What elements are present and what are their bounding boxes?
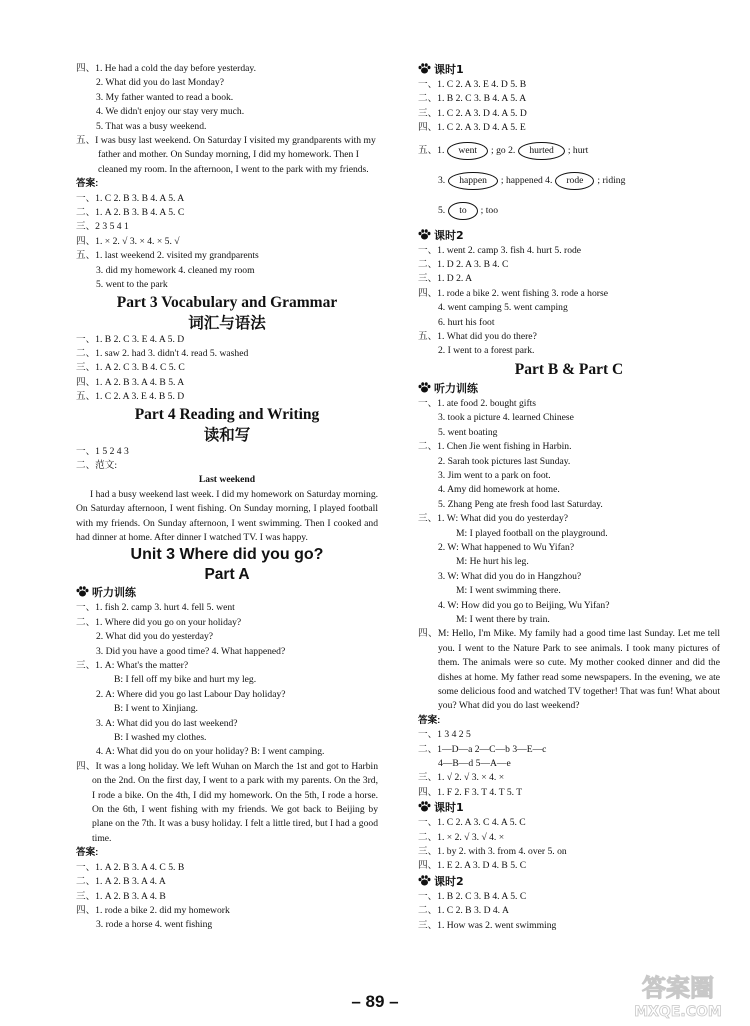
answer-line: 一、1. went 2. camp 3. fish 4. hurt 5. rode [418, 244, 582, 256]
correction-row [418, 198, 720, 224]
answer-line: B: I went to Xinjiang. [114, 703, 198, 715]
essay-title: Last weekend [198, 474, 256, 486]
answer-line: 2. A: Where did you go last Labour Day holiday? [96, 688, 286, 700]
answer-line: 二、1. × 2. √ 3. √ 4. × [418, 831, 505, 843]
text-fragment: 3. [438, 174, 446, 186]
answer-line: 四、1. A 2. B 3. A 4. B 5. A [76, 376, 185, 388]
answer-line: 二、1. C 2. B 3. D 4. A [418, 905, 509, 917]
paw-icon [418, 63, 431, 74]
answer-line: 3. did my homework 4. cleaned my room [96, 264, 255, 276]
text-fragment: ; go 2. [491, 144, 516, 156]
answer-line: 一、1. B 2. C 3. E 4. A 5. D [76, 333, 185, 345]
text-fragment: ; riding [597, 174, 626, 186]
correction-row [418, 168, 720, 194]
lesson-label: 课时2 [434, 228, 464, 242]
text-fragment: ; happened 4. [500, 174, 553, 186]
lesson-heading [418, 874, 720, 890]
left-column [76, 62, 378, 933]
answer-label: 答案: [76, 847, 99, 859]
part-a-heading: Part A [204, 566, 250, 584]
answer-line: 二、1—D—a 2—C—b 3—E—c [418, 743, 547, 755]
answer-line: 5. went boating [438, 426, 498, 438]
answer-line: M: I went swimming there. [456, 585, 561, 597]
answer-line: 4. went camping 5. went camping [438, 302, 568, 314]
answer-line: 一、1. fish 2. camp 3. hurt 4. fell 5. went [76, 602, 235, 614]
watermark-url: MXQE.COM [634, 1004, 722, 1020]
lesson-heading [418, 62, 720, 78]
section-label: 听力训练 [434, 381, 478, 395]
answer-line: 3. A: What did you do last weekend? [96, 717, 238, 729]
right-column [418, 62, 720, 933]
answer-line: 二、1. D 2. A 3. B 4. C [418, 259, 509, 271]
text-line: 四、1. He had a cold the day before yesterday. [76, 63, 256, 74]
lesson-label: 课时1 [434, 801, 464, 815]
paw-icon [76, 586, 89, 597]
text-line: 5. That was a busy weekend. [96, 120, 207, 132]
circled-word: went [447, 142, 488, 160]
part-heading-cn: 读和写 [203, 425, 251, 444]
answer-line: 3. Did you have a good time? 4. What happened? [96, 645, 286, 657]
paragraph: 四、It was a long holiday. We left Wuhan on March the 1st and got to Harbin on the 2nd. On the first day, I went to a park with my parents. On the 3rd, I rode a bike. On the 4th, I did my homework. On the 5th, I rode a horse. On the 6th, I went fishing with my friends. We got back to Beijing by plane on the 7th. It was a busy holiday. I felt a little tired, but I had a good time. [76, 760, 378, 844]
answer-line: 6. hurt his foot [438, 316, 495, 328]
paw-icon [418, 801, 431, 812]
answer-line: 三、1. How was 2. went swimming [418, 919, 557, 931]
watermark-logo [611, 970, 745, 1020]
answer-line: 二、1. Chen Jie went fishing in Harbin. [418, 441, 572, 453]
paw-icon [418, 229, 431, 240]
page-number: – 89 – [351, 992, 399, 1011]
answer-line: 四、1. F 2. F 3. T 4. T 5. T [418, 786, 523, 798]
answer-line: 二、1. Where did you go on your holiday? [76, 616, 242, 628]
paragraph: 五、I was busy last weekend. On Saturday I visited my grandparents with my father and mother. On Sunday morning, I did my homework. Then I cleaned my room. In the afternoon, I went to the park with my friends. [76, 135, 376, 175]
paw-icon [418, 382, 431, 393]
text-fragment: ; hurt [567, 144, 589, 156]
circled-word: rode [555, 172, 594, 190]
section-heading [76, 585, 378, 601]
answer-line: 三、1. by 2. with 3. from 4. over 5. on [418, 846, 567, 858]
answer-line: 4—B—d 5—A—e [438, 758, 511, 770]
answer-line: 三、1. A: What's the matter? [76, 660, 189, 671]
answer-line: 3. rode a horse 4. went fishing [96, 919, 213, 931]
answer-line: M: I played football on the playground. [456, 527, 608, 539]
answer-line: 一、1. C 2. A 3. E 4. D 5. B [418, 79, 527, 90]
answer-line: 三、1. W: What did you do yesterday? [418, 513, 569, 525]
answer-line: 二、1. A 2. B 3. B 4. A 5. C [76, 207, 185, 219]
answer-line: 3. Jim went to a park on foot. [438, 469, 551, 481]
answer-line: 一、1 3 4 2 5 [418, 729, 471, 741]
answer-line: B: I fell off my bike and hurt my leg. [114, 674, 257, 686]
answer-line: 二、1. B 2. C 3. B 4. A 5. A [418, 93, 527, 105]
text-fragment: ; too [480, 204, 498, 216]
text-fragment: 五、1. [418, 144, 445, 156]
answer-line: 5. Zhang Peng ate fresh food last Saturday. [438, 498, 603, 510]
text-fragment: 5. [438, 204, 446, 216]
section-heading [418, 381, 720, 397]
answer-line: 二、范文: [76, 459, 118, 471]
answer-line: 2. What did you do yesterday? [96, 631, 214, 643]
circled-word: hurted [518, 142, 565, 160]
answer-line: 四、1. C 2. A 3. D 4. A 5. E [418, 122, 526, 134]
part-bc-heading: Part B & Part C [514, 360, 624, 378]
answer-line: 四、1. E 2. A 3. D 4. B 5. C [418, 860, 527, 872]
paw-icon [418, 875, 431, 886]
circled-word: happen [448, 172, 498, 190]
answer-line: 2. I went to a forest park. [438, 345, 535, 357]
answer-line: 三、1. A 2. C 3. B 4. C 5. C [76, 362, 185, 374]
part-heading: Part 3 Vocabulary and Grammar [116, 293, 338, 311]
section-label: 听力训练 [92, 586, 136, 600]
text-line: 2. What did you do last Monday? [96, 77, 224, 89]
answer-line: 五、1. What did you do there? [418, 331, 537, 343]
text-line: 3. My father wanted to read a book. [96, 91, 234, 103]
answer-line: 四、1. × 2. √ 3. × 4. × 5. √ [76, 235, 180, 247]
paragraph: 四、M: Hello, I'm Mike. My family had a good time last Sunday. Let me tell you. I went to the Nature Park to see animals. I took many pictures of them. The animals were so cute. My mother cooked dinner and did the dishes at home. My father read some newspapers. In the evening, we ate some delicious food and watched TV together! That was fun! What about you? What did you do last weekend? [418, 628, 720, 712]
answer-line: 三、1. A 2. B 3. A 4. B [76, 890, 166, 902]
answer-line: B: I washed my clothes. [114, 732, 207, 744]
part-heading: Part 4 Reading and Writing [134, 405, 320, 423]
text-line: 4. We didn't enjoy our stay very much. [96, 106, 245, 118]
lesson-label: 课时2 [434, 874, 464, 888]
answer-line: 4. A: What did you do on your holiday? B: I went camping. [96, 746, 325, 758]
answer-line: 一、1. C 2. A 3. C 4. A 5. C [418, 817, 526, 829]
answer-label: 答案: [418, 714, 441, 726]
answer-line: 四、1. rode a bike 2. went fishing 3. rode a horse [418, 287, 608, 299]
answer-line: 三、2 3 5 4 1 [76, 221, 129, 233]
lesson-heading [418, 800, 720, 816]
answer-line: 三、1. √ 2. √ 3. × 4. × [418, 772, 505, 784]
lesson-label: 课时1 [434, 63, 464, 76]
unit-heading: Unit 3 Where did you go? [130, 546, 324, 564]
answer-line: 五、1. C 2. A 3. E 4. B 5. D [76, 391, 185, 403]
answer-line: 一、1. A 2. B 3. A 4. C 5. B [76, 861, 185, 873]
answer-line: 4. W: How did you go to Beijing, Wu Yifan? [438, 599, 610, 611]
essay-body: I had a busy weekend last week. I did my homework on Saturday morning. On Saturday afternoon, I went fishing. On Sunday morning, I played football with my friends. On Sunday afternoon, I went swimming. Then I cooked and had dinner at home. After dinner I watched TV. I was happy. [76, 488, 378, 543]
answer-line: 二、1. saw 2. had 3. didn't 4. read 5. washed [76, 347, 249, 359]
answer-line: 2. W: What happened to Wu Yifan? [438, 541, 575, 553]
correction-row [418, 138, 720, 164]
part-heading-cn: 词汇与语法 [188, 313, 266, 332]
answer-line: 五、1. last weekend 2. visited my grandparents [76, 250, 259, 262]
answer-line: 一、1 5 2 4 3 [76, 445, 129, 457]
answer-line: M: I went there by train. [456, 613, 550, 625]
answer-line: 四、1. rode a bike 2. did my homework [76, 904, 230, 916]
answer-line: 3. took a picture 4. learned Chinese [438, 412, 574, 424]
answer-line: 三、1. C 2. A 3. D 4. A 5. D [418, 107, 527, 119]
circled-word: to [448, 202, 477, 220]
answer-line: 二、1. A 2. B 3. A 4. A [76, 876, 166, 888]
answer-line: 一、1. B 2. C 3. B 4. A 5. C [418, 890, 527, 902]
answer-line: M: He hurt his leg. [456, 556, 529, 568]
watermark-text: 答案圈 [642, 974, 714, 1002]
answer-label: 答案: [76, 178, 99, 190]
answer-line: 3. W: What did you do in Hangzhou? [438, 570, 582, 582]
answer-line: 三、1. D 2. A [418, 273, 473, 285]
lesson-heading [418, 228, 720, 244]
answer-line: 5. went to the park [96, 279, 168, 291]
answer-line: 一、1. C 2. B 3. B 4. A 5. A [76, 192, 185, 204]
answer-line: 一、1. ate food 2. bought gifts [418, 397, 537, 409]
answer-line: 4. Amy did homework at home. [438, 484, 560, 496]
answer-line: 2. Sarah took pictures last Sunday. [438, 455, 571, 467]
